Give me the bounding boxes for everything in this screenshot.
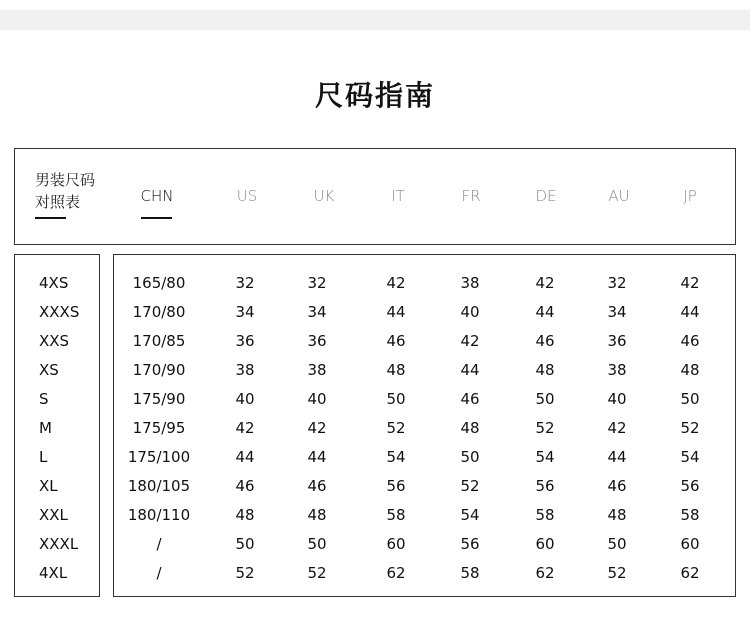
table-cell: 52 (386, 419, 406, 437)
table-cell: 50 (386, 390, 406, 408)
table-cell: 40 (307, 390, 327, 408)
table-cell: 58 (535, 506, 555, 524)
size-label: XXXS (39, 303, 80, 321)
table-cell: 42 (535, 274, 555, 292)
size-label: XS (39, 361, 59, 379)
page-title: 尺码指南 (314, 79, 435, 112)
chart-label-line1: 男装尺码 (35, 171, 96, 189)
table-header (14, 148, 736, 245)
size-column (14, 254, 100, 597)
size-label: XL (39, 477, 58, 495)
column-header-au[interactable]: AU (608, 187, 630, 205)
table-cell: 54 (460, 506, 480, 524)
table-cell: 180/105 (127, 477, 191, 495)
size-label: XXL (39, 506, 68, 524)
size-label: XXS (39, 332, 70, 350)
table-cell: 32 (235, 274, 255, 292)
table-cell: 54 (386, 448, 406, 466)
table-cell: 44 (535, 303, 555, 321)
table-cell: 50 (607, 535, 627, 553)
table-cell: 52 (607, 564, 627, 582)
table-cell: 54 (680, 448, 700, 466)
table-cell: 58 (680, 506, 700, 524)
table-cell: 36 (607, 332, 627, 350)
size-label: L (39, 448, 48, 466)
table-cell: 32 (307, 274, 327, 292)
table-cell: 42 (607, 419, 627, 437)
column-header-de[interactable]: DE (535, 187, 557, 205)
table-cell: 46 (235, 477, 255, 495)
table-cell: 56 (386, 477, 406, 495)
table-cell: 36 (307, 332, 327, 350)
size-label: 4XS (39, 274, 69, 292)
table-cell: 170/90 (132, 361, 186, 379)
label-underline (35, 217, 66, 219)
size-label: 4XL (39, 564, 68, 582)
table-cell: 50 (680, 390, 700, 408)
table-cell: 58 (460, 564, 480, 582)
column-header-chn[interactable]: CHN (140, 187, 174, 205)
table-cell: 48 (607, 506, 627, 524)
chn-underline (141, 217, 172, 219)
table-cell: 60 (680, 535, 700, 553)
table-cell: 56 (460, 535, 480, 553)
table-cell: 38 (235, 361, 255, 379)
table-cell: 46 (460, 390, 480, 408)
table-cell: 34 (235, 303, 255, 321)
table-cell: 36 (235, 332, 255, 350)
size-label: XXXL (39, 535, 79, 553)
size-table-body (113, 254, 736, 597)
column-header-us[interactable]: US (236, 187, 258, 205)
top-band (0, 10, 750, 30)
table-cell: 58 (386, 506, 406, 524)
table-cell: 38 (307, 361, 327, 379)
table-cell: 62 (386, 564, 406, 582)
table-cell: 46 (535, 332, 555, 350)
column-header-jp[interactable]: JP (683, 187, 697, 205)
table-cell: 32 (607, 274, 627, 292)
table-cell: 165/80 (132, 274, 186, 292)
table-cell: 44 (607, 448, 627, 466)
table-cell: 46 (307, 477, 327, 495)
table-cell: 170/85 (132, 332, 186, 350)
table-cell: 44 (680, 303, 700, 321)
table-cell: 48 (235, 506, 255, 524)
chart-label (35, 169, 95, 213)
size-label: M (39, 419, 52, 437)
table-cell: 48 (307, 506, 327, 524)
table-cell: 52 (460, 477, 480, 495)
table-cell: 52 (307, 564, 327, 582)
size-label: S (39, 390, 49, 408)
table-cell: 48 (680, 361, 700, 379)
table-cell: / (156, 564, 162, 582)
table-cell: 42 (307, 419, 327, 437)
table-cell: 34 (607, 303, 627, 321)
table-cell: 175/95 (132, 419, 186, 437)
table-cell: 60 (386, 535, 406, 553)
table-cell: 175/100 (127, 448, 191, 466)
table-cell: 50 (235, 535, 255, 553)
table-cell: 44 (386, 303, 406, 321)
column-header-fr[interactable]: FR (461, 187, 481, 205)
table-cell: 62 (680, 564, 700, 582)
table-cell: 42 (460, 332, 480, 350)
table-cell: 52 (235, 564, 255, 582)
table-cell: 56 (535, 477, 555, 495)
table-cell: 46 (680, 332, 700, 350)
table-cell: 60 (535, 535, 555, 553)
table-cell: 50 (307, 535, 327, 553)
table-cell: 54 (535, 448, 555, 466)
table-cell: 46 (386, 332, 406, 350)
table-cell: 48 (386, 361, 406, 379)
table-cell: 180/110 (127, 506, 191, 524)
table-cell: 50 (460, 448, 480, 466)
table-cell: 48 (460, 419, 480, 437)
table-cell: 56 (680, 477, 700, 495)
table-cell: 34 (307, 303, 327, 321)
table-cell: 52 (535, 419, 555, 437)
table-cell: 46 (607, 477, 627, 495)
table-cell: 44 (235, 448, 255, 466)
table-cell: 48 (535, 361, 555, 379)
table-cell: 40 (460, 303, 480, 321)
table-cell: / (156, 535, 162, 553)
table-cell: 40 (235, 390, 255, 408)
table-cell: 44 (460, 361, 480, 379)
table-cell: 42 (680, 274, 700, 292)
table-cell: 38 (460, 274, 480, 292)
table-cell: 62 (535, 564, 555, 582)
table-cell: 42 (386, 274, 406, 292)
table-cell: 42 (235, 419, 255, 437)
chart-label-line2: 对照表 (35, 193, 81, 211)
table-cell: 44 (307, 448, 327, 466)
column-header-uk[interactable]: UK (313, 187, 335, 205)
table-cell: 175/90 (132, 390, 186, 408)
column-header-it[interactable]: IT (391, 187, 405, 205)
table-cell: 170/80 (132, 303, 186, 321)
table-cell: 50 (535, 390, 555, 408)
table-cell: 40 (607, 390, 627, 408)
table-cell: 52 (680, 419, 700, 437)
table-cell: 38 (607, 361, 627, 379)
